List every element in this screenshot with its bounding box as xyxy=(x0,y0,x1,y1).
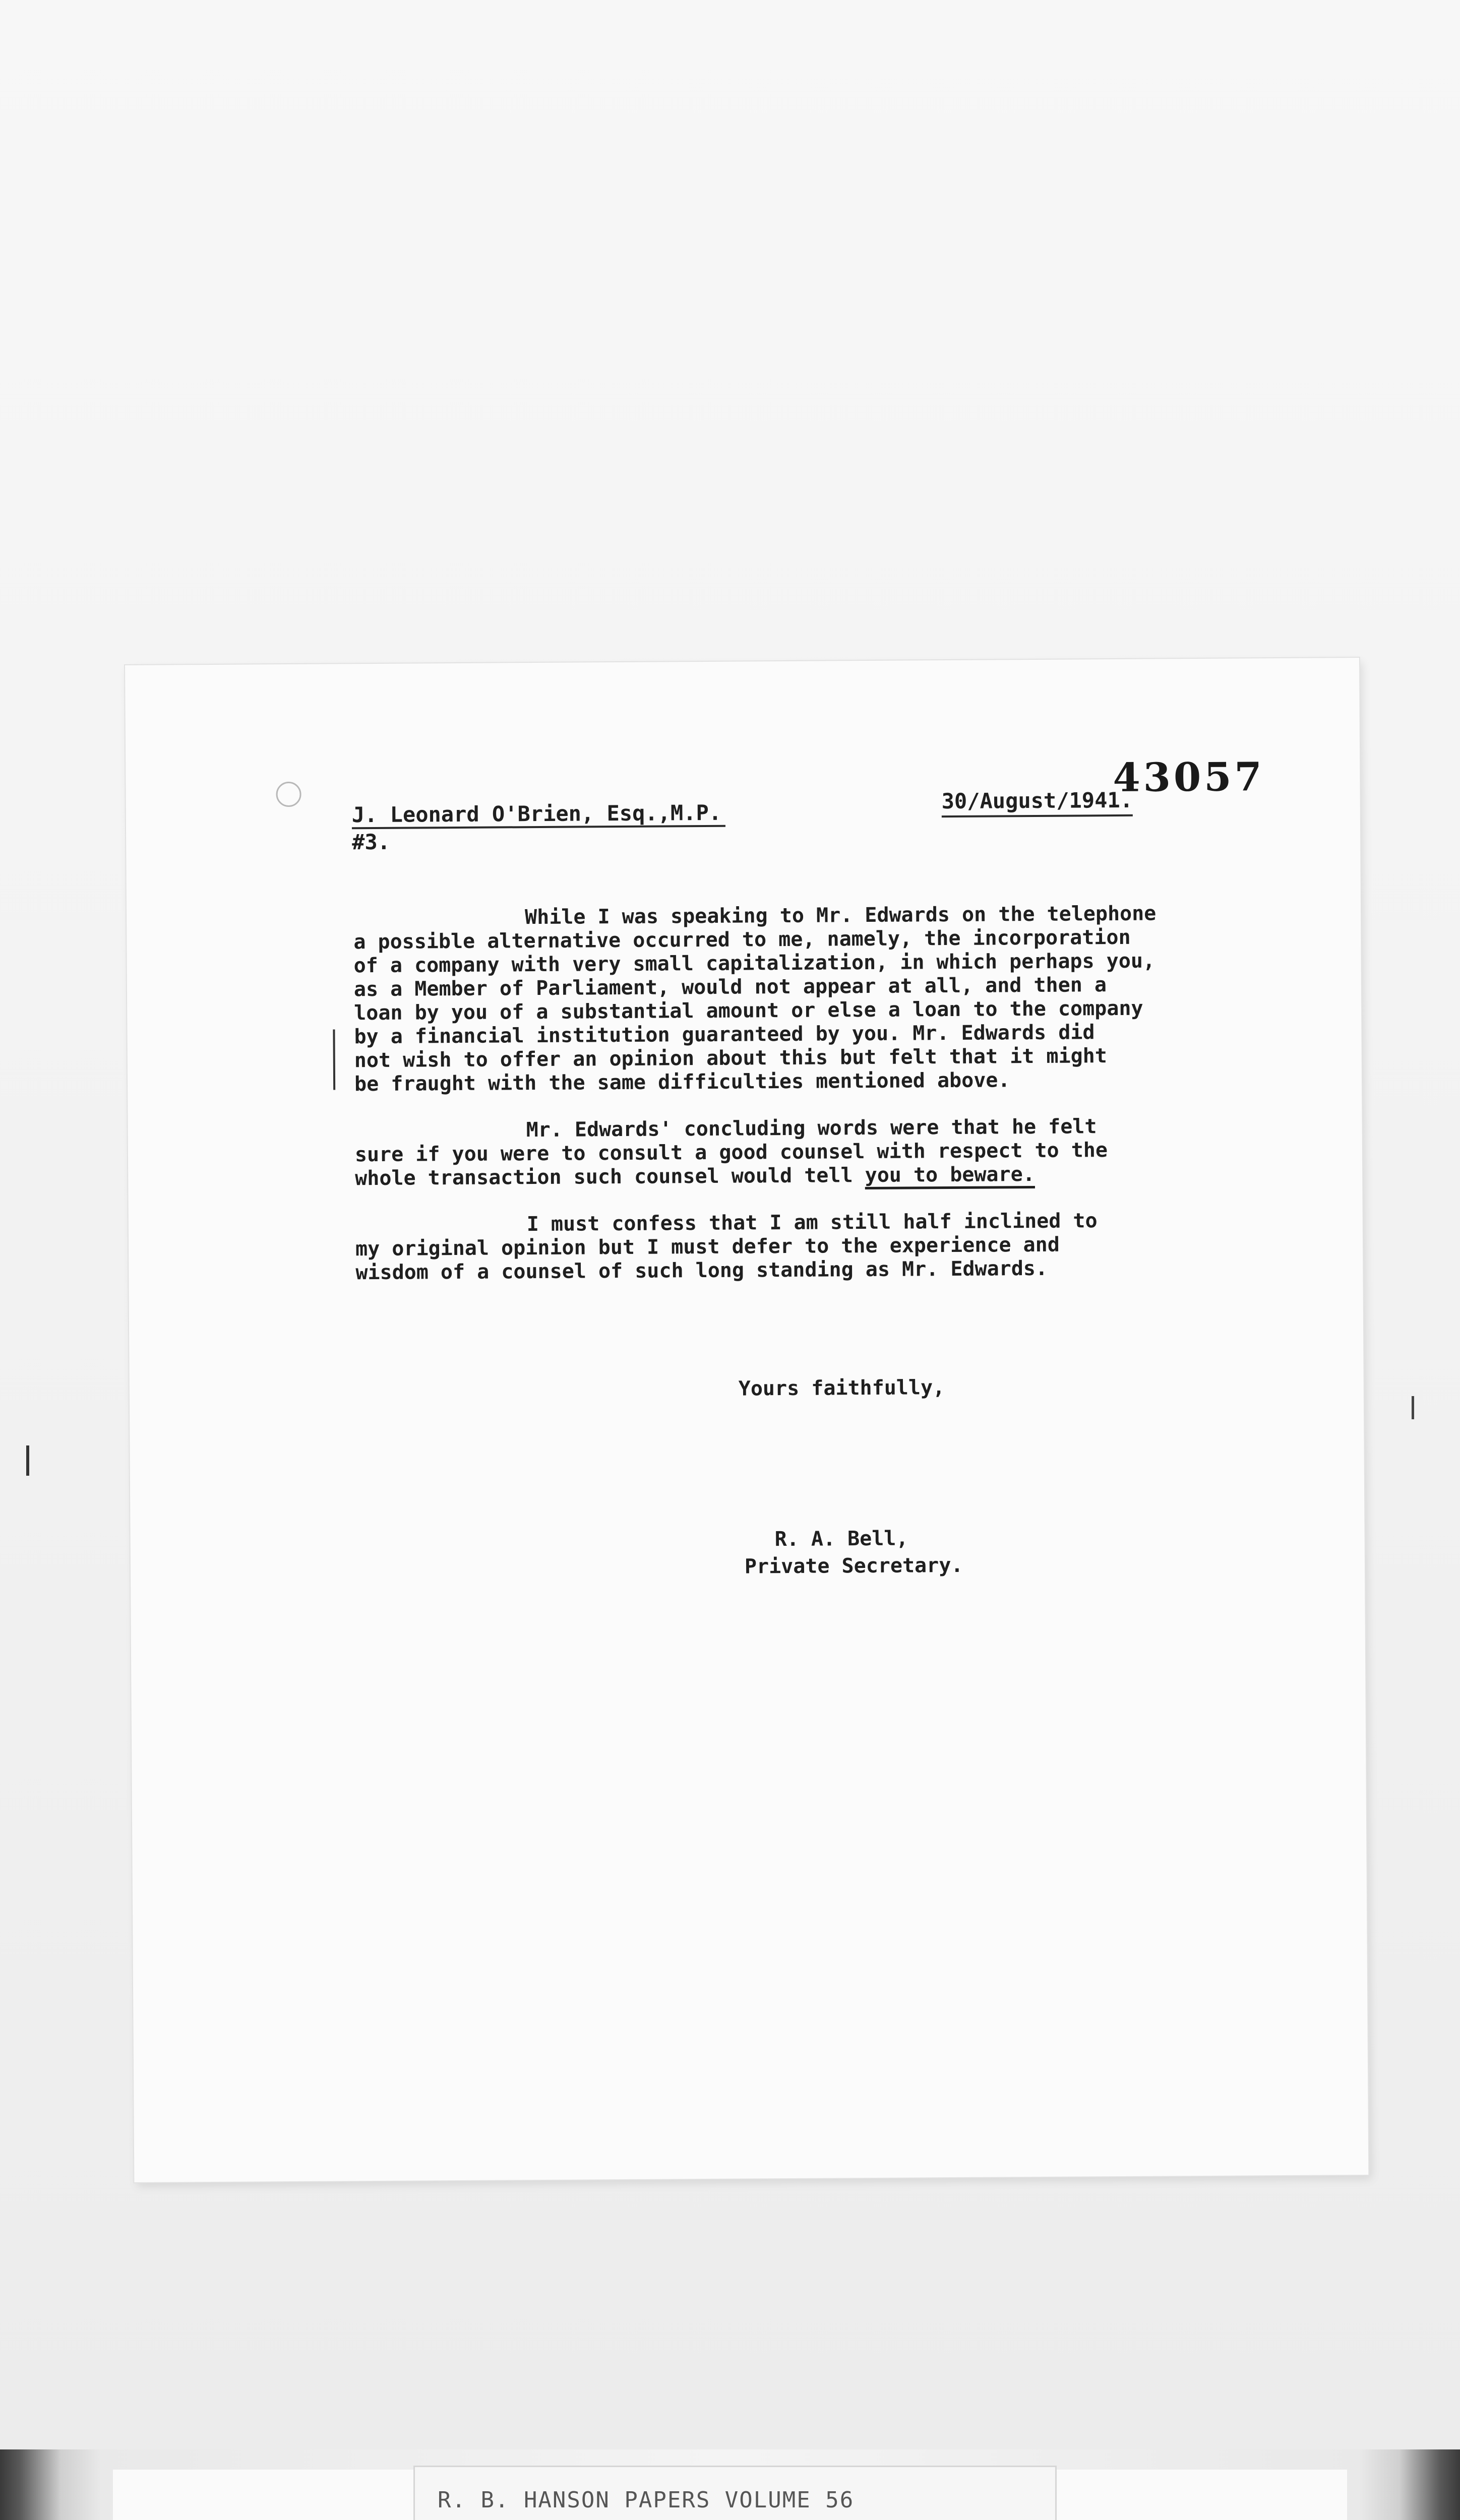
body-line-text: whole transaction such counsel would tell xyxy=(355,1164,865,1190)
scan-edge-mark xyxy=(26,1445,29,1476)
body-line: be fraught with the same difficulties mentioned above. xyxy=(354,1068,1010,1096)
body-line: loan by you of a substantial amount or else a loan to the company xyxy=(354,996,1143,1025)
body-line: sure if you were to consult a good counsel with respect to the xyxy=(354,1139,1108,1167)
punch-hole-icon xyxy=(276,782,301,807)
body-line: Mr. Edwards' concluding words were that he felt xyxy=(526,1115,1097,1142)
body-line xyxy=(355,1162,1222,1191)
signature-name: R. A. Bell, xyxy=(774,1527,908,1551)
body-line: of a company with very small capitalization, in which perhaps you, xyxy=(353,949,1155,978)
letter-body xyxy=(353,902,1223,1308)
paragraph-3 xyxy=(355,1209,1223,1285)
closing: Yours faithfully, xyxy=(738,1376,945,1401)
document-number: 43057 xyxy=(1113,754,1265,801)
body-line: as a Member of Parliament, would not appear at all, and then a xyxy=(353,973,1107,1001)
body-line: not wish to offer an opinion about this but felt that it might xyxy=(354,1044,1108,1073)
body-line: by a financial institution guaranteed by you. Mr. Edwards did xyxy=(354,1021,1095,1049)
volume-label: R. B. HANSON PAPERS VOLUME 56 xyxy=(438,2487,855,2513)
margin-mark xyxy=(333,1029,335,1090)
addressee-number: #3. xyxy=(352,829,391,855)
body-line: my original opinion but I must defer to the experience and xyxy=(355,1233,1060,1261)
signature-title: Private Secretary. xyxy=(744,1553,963,1579)
body-line: a possible alternative occurred to me, namely, the incorporation xyxy=(353,925,1131,954)
body-line: I must confess that I am still half inclined to xyxy=(526,1209,1098,1236)
body-line: While I was speaking to Mr. Edwards on the telephone xyxy=(524,902,1157,929)
paragraph-2 xyxy=(355,1114,1223,1191)
scan-edge-mark xyxy=(1412,1396,1414,1419)
letter-date: 30/August/1941. xyxy=(942,788,1133,817)
addressee-name: J. Leonard O'Brien, Esq.,M.P. xyxy=(352,800,726,830)
addressee-block xyxy=(352,799,726,856)
signature-block xyxy=(744,1525,963,1581)
letter-sheet xyxy=(125,658,1368,2182)
paragraph-1 xyxy=(353,902,1222,1096)
underlined-phrase: you to beware. xyxy=(865,1162,1035,1187)
body-line: wisdom of a counsel of such long standing as Mr. Edwards. xyxy=(355,1256,1048,1285)
